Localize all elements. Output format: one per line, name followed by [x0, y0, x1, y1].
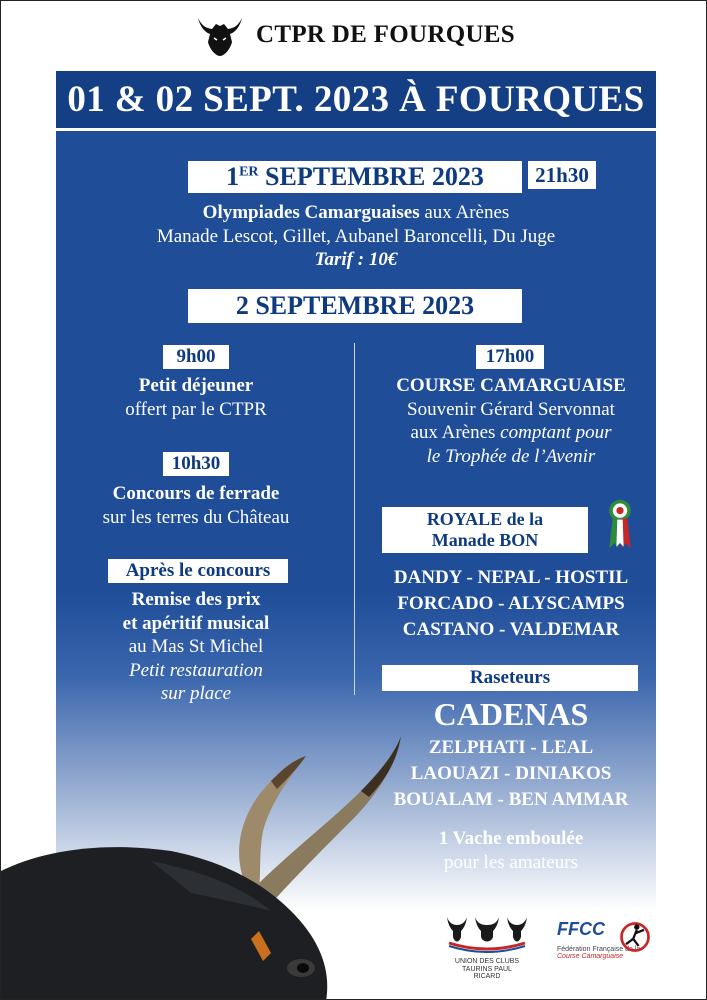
ffcc-sub2: Course Camarguaise [557, 953, 624, 960]
course-time-box [476, 345, 544, 369]
bulls-line1: DANDY - NEPAL - HOSTIL [393, 567, 629, 588]
raseteurs-line1: ZELPHATI - LEAL [428, 737, 594, 758]
ev1-details [76, 374, 316, 421]
raseteurs-box [382, 665, 638, 691]
ev3-details [76, 588, 316, 706]
bulls-line2: FORCADO - ALYSCAMPS [397, 593, 625, 615]
title-band [56, 71, 656, 131]
ev2-details [76, 482, 316, 529]
day2-date-box [188, 289, 522, 323]
day1-date-box [188, 161, 522, 193]
ev3-note1: Petit restauration [129, 659, 263, 681]
royale-line1: ROYALE de la [426, 509, 544, 530]
ev1-title: Petit déjeuner [138, 375, 254, 396]
course-title: COURSE CAMARGUAISE [396, 375, 626, 396]
vache-line2: pour les amateurs [443, 851, 578, 873]
bull-heads-logo-icon [441, 913, 533, 953]
ev3-time-box [108, 559, 288, 583]
day1-time: 21h30 [535, 162, 589, 187]
course-details [371, 374, 651, 468]
vache-line1: 1 Vache emboulée [438, 828, 584, 849]
raseteurs-line2: LAOUAZI - DINIAKOS [410, 763, 612, 785]
ev2-sub: sur les terres du Château [102, 506, 290, 528]
ev2-time-box [163, 452, 229, 476]
ev3-time: Après le concours [125, 560, 271, 581]
ev2-title: Concours de ferrade [112, 483, 280, 504]
course-sub3: le Trophée de l’Avenir [426, 445, 596, 467]
royale-line2: Manade BON [431, 530, 539, 550]
day2-date: 2 SEPTEMBRE 2023 [235, 291, 475, 320]
logo-union-clubs-taurins [441, 913, 533, 981]
raseteur-head: CADENAS [433, 696, 589, 732]
bull-illustration [1, 721, 431, 1000]
day1-time-box [528, 161, 596, 189]
royale-box [382, 507, 588, 553]
day1-date: 1ER SEPTEMBRE 2023 [226, 162, 484, 191]
ev3-sub: au Mas St Michel [128, 636, 264, 658]
day1-details [86, 201, 626, 272]
ev2-time: 10h30 [171, 453, 221, 474]
ev3-title1: Remise des prix [131, 589, 261, 610]
bulls-line3: CASTANO - VALDEMAR [402, 619, 620, 641]
page-title: 01 & 02 SEPT. 2023 À FOURQUES [67, 79, 645, 120]
bulls-list [371, 565, 651, 644]
raseteurs-label: Raseteurs [469, 667, 551, 688]
ffcc-logo-text: FFCC [557, 919, 605, 939]
day1-tarif: Tarif : 10€ [314, 249, 398, 271]
course-sub1: Souvenir Gérard Servonnat [407, 398, 615, 420]
header [1, 9, 707, 61]
day1-manades: Manade Lescot, Gillet, Aubanel Baroncelli, Du Juge [156, 225, 556, 247]
column-divider [354, 343, 355, 695]
logo-ffcc [557, 919, 657, 979]
raseteur-figure-icon [617, 919, 653, 955]
bull-head-icon [194, 12, 246, 58]
ev1-time: 9h00 [176, 346, 216, 367]
ev3-title2: et apéritif musical [122, 612, 270, 634]
day1-event: Olympiades Camarguaises aux Arènes [202, 202, 510, 223]
ev1-sub: offert par le CTPR [125, 398, 267, 420]
raseteurs-line3: BOUALAM - BEN AMMAR [393, 789, 629, 811]
course-sub2: aux Arènes comptant pour [410, 422, 612, 444]
union-logo-text: UNION DES CLUBS TAURINS PAUL RICARD [454, 958, 520, 981]
ev1-time-box [163, 345, 229, 369]
org-name: CTPR DE FOURQUES [256, 21, 515, 48]
ffcc-sub1: Fédération Française de la [557, 946, 641, 953]
ev3-note2: sur place [160, 683, 232, 705]
course-time: 17h00 [485, 346, 535, 367]
rosette-icon [602, 497, 638, 553]
